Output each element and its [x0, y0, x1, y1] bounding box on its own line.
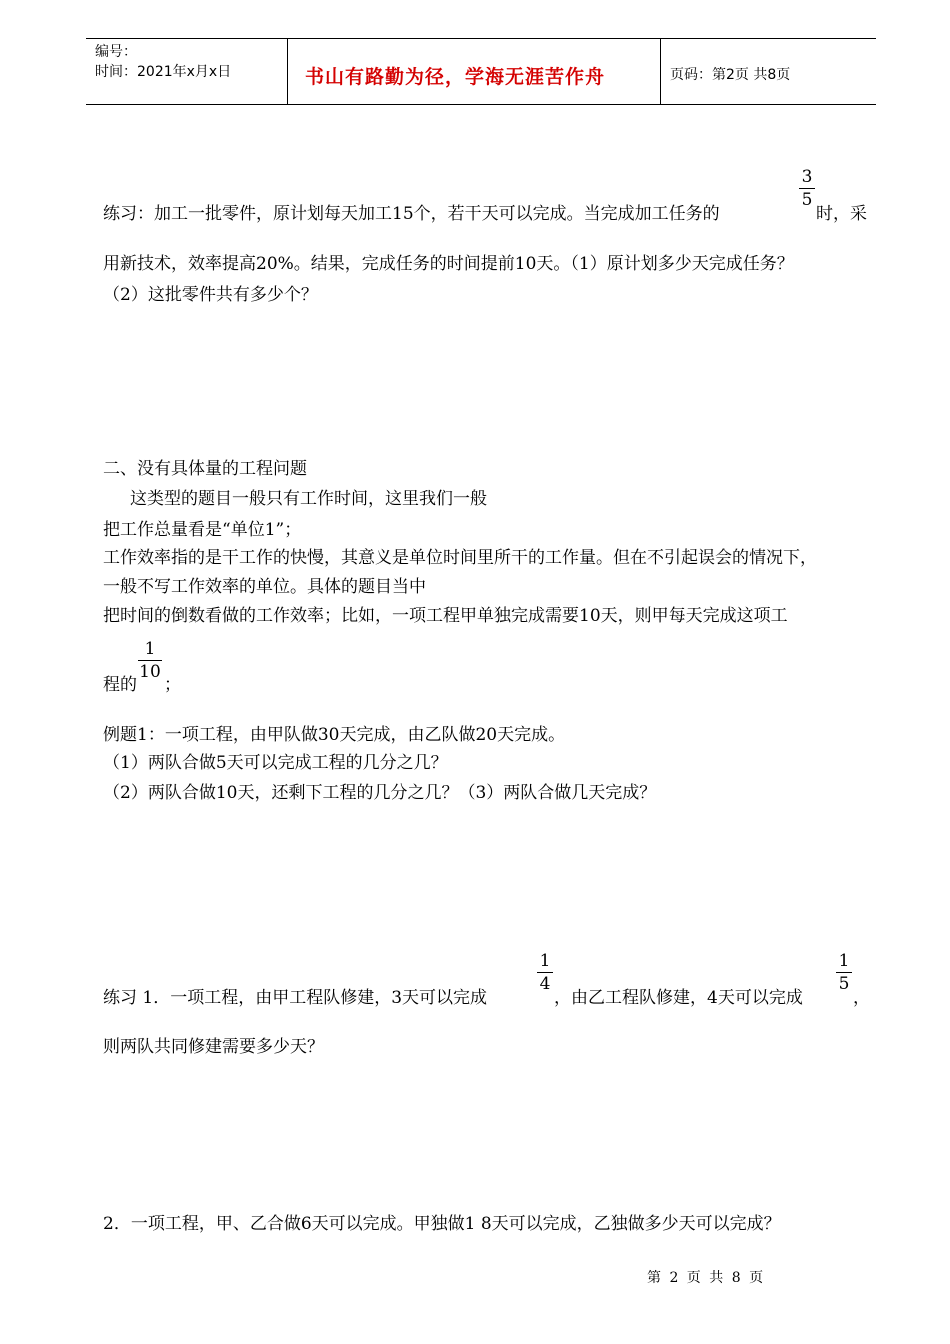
section-2-paragraph-1: 这类型的题目一般只有工作时间，这里我们一般	[130, 489, 487, 509]
exercise-1-segment-2: ，由乙工程队修建，4天可以完成	[554, 988, 803, 1008]
header-top-rule	[86, 38, 876, 39]
page-label: 页码：第2页 共8页	[670, 67, 791, 83]
example-1-line1: 例题1：一项工程，由甲队做30天完成，由乙队做20天完成。	[103, 725, 566, 745]
fraction-numerator: 1	[838, 951, 850, 971]
fraction-numerator: 1	[539, 951, 551, 971]
header-divider-right	[660, 38, 661, 105]
exercise-1-fraction-1	[537, 953, 553, 993]
section-2-paragraph-3: 工作效率指的是干工作的快慢，其意义是单位时间里所干的工作量。但在不引起误会的情况下，	[103, 548, 817, 568]
fraction-numerator: 1	[144, 639, 156, 659]
section-2-paragraph-6-prefix: 程的	[103, 675, 137, 695]
header-bottom-rule	[86, 104, 876, 105]
example-1-line3: （2）两队合做10天，还剩下工程的几分之几？（3）两队合做几天完成？	[103, 783, 657, 803]
fraction-denominator: 5	[801, 190, 813, 210]
section-2-fraction	[138, 641, 162, 681]
date-label: 时间：2021年x月x日	[95, 64, 232, 80]
page-footer: 第 2 页 共 8 页	[647, 1270, 766, 1286]
serial-label: 编号：	[95, 44, 137, 60]
fraction-numerator: 3	[801, 167, 813, 187]
example-1-line2: （1）两队合做5天可以完成工程的几分之几？	[103, 753, 448, 773]
exercise-1-fraction-2	[836, 953, 852, 993]
fraction-denominator: 5	[838, 974, 850, 994]
exercise-a-fraction	[799, 169, 815, 209]
exercise-2-line1: 2．一项工程，甲、乙合做6天可以完成。甲独做1 8天可以完成，乙独做多少天可以完成？	[103, 1214, 781, 1234]
exercise-a-line2: 用新技术，效率提高20%。结果，完成任务的时间提前10天。（1）原计划多少天完成任务？	[103, 254, 794, 274]
exercise-a-line3: （2）这批零件共有多少个？	[103, 285, 318, 305]
section-2-paragraph-4: 一般不写工作效率的单位。具体的题目当中	[103, 577, 426, 597]
exercise-1-segment-1: 练习 1．一项工程，由甲工程队修建，3天可以完成	[103, 988, 488, 1008]
exercise-1-line2: 则两队共同修建需要多少天？	[103, 1037, 324, 1057]
fraction-denominator: 10	[139, 662, 161, 682]
section-2-title: 二、没有具体量的工程问题	[103, 459, 307, 479]
exercise-a-line1: 练习：加工一批零件，原计划每天加工15个，若干天可以完成。当完成加工任务的	[103, 204, 720, 224]
header-divider-left	[287, 38, 288, 105]
exercise-a-line1-tail: 时，采	[816, 204, 867, 224]
fraction-denominator: 4	[539, 974, 551, 994]
section-2-paragraph-6-suffix: ；	[164, 675, 181, 695]
exercise-1-segment-3: ，	[853, 988, 870, 1008]
section-2-paragraph-5: 把时间的倒数看做的工作效率；比如，一项工程甲单独完成需要10天，则甲每天完成这项工	[103, 606, 788, 626]
section-2-paragraph-2: 把工作总量看是“单位1”；	[103, 520, 302, 540]
motto-text: 书山有路勤为径，学海无涯苦作舟	[305, 66, 606, 88]
